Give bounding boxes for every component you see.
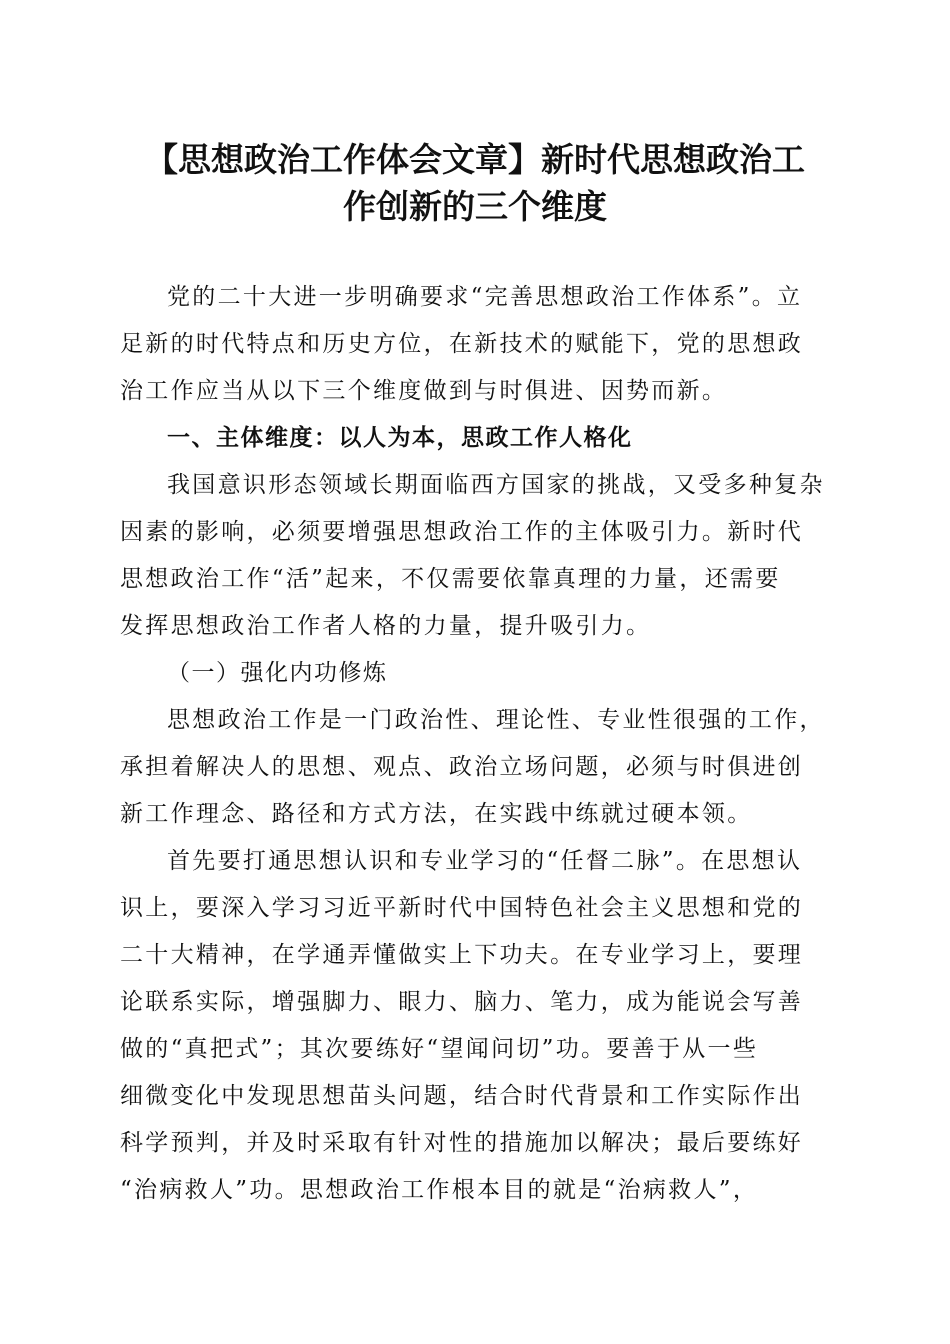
section-1-paragraph [120, 462, 830, 650]
paragraph-line: 我国意识形态领域长期面临西方国家的挑战，又受多种复杂 [167, 472, 825, 498]
subsection-1-paragraph-1 [120, 697, 830, 838]
paragraph-line: 做的“真把式”；其次要练好“望闻问切”功。要善于从一些 [120, 1036, 759, 1062]
paragraph-line: 足新的时代特点和历史方位，在新技术的赋能下，党的思想政 [120, 331, 804, 357]
title-line-1: 【思想政治工作体会文章】新时代思想政治工 [145, 140, 805, 179]
paragraph-line: 二十大精神，在学通弄懂做实上下功夫。在专业学习上，要理 [120, 942, 804, 968]
paragraph-line: 因素的影响，必须要增强思想政治工作的主体吸引力。新时代 [120, 519, 804, 545]
section-1-heading: 一、主体维度：以人为本，思政工作人格化 [167, 425, 633, 451]
document-title [112, 136, 838, 230]
document-body [120, 274, 830, 1214]
paragraph-line: 思想政治工作是一门政治性、理论性、专业性很强的工作， [167, 707, 825, 733]
paragraph-line: 发挥思想政治工作者人格的力量，提升吸引力。 [120, 613, 652, 639]
intro-paragraph [120, 274, 830, 415]
paragraph-line: 承担着解决人的思想、观点、政治立场问题，必须与时俱进创 [120, 754, 804, 780]
paragraph-line: 党的二十大进一步明确要求“完善思想政治工作体系”。立 [167, 284, 803, 310]
title-line-2: 作创新的三个维度 [343, 187, 607, 226]
paragraph-line: 新工作理念、路径和方式方法，在实践中练就过硬本领。 [120, 801, 753, 827]
paragraph-line: 思想政治工作“活”起来，不仅需要依靠真理的力量，还需要 [120, 566, 781, 592]
subsection-1-paragraph-2 [120, 838, 830, 1214]
paragraph-line: 治工作应当从以下三个维度做到与时俱进、因势而新。 [120, 378, 728, 404]
paragraph-line: 识上，要深入学习习近平新时代中国特色社会主义思想和党的 [120, 895, 804, 921]
paragraph-line: 首先要打通思想认识和专业学习的“任督二脉”。在思想认 [167, 848, 803, 874]
subsection-1-heading: （一）强化内功修炼 [167, 660, 388, 686]
paragraph-line: 论联系实际，增强脚力、眼力、脑力、笔力，成为能说会写善 [120, 989, 804, 1015]
paragraph-line: 细微变化中发现思想苗头问题，结合时代背景和工作实际作出 [120, 1083, 804, 1109]
paragraph-line: “治病救人”功。思想政治工作根本目的就是“治病救人”， [120, 1177, 759, 1203]
paragraph-line: 科学预判，并及时采取有针对性的措施加以解决；最后要练好 [120, 1130, 804, 1156]
